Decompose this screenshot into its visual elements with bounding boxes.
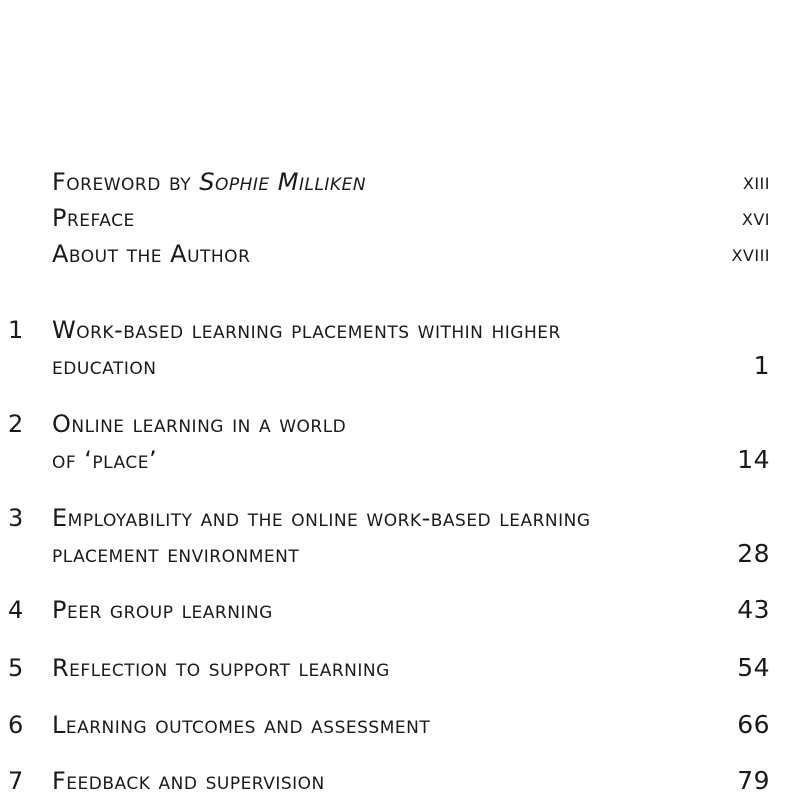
chapter-title-continued: education	[52, 352, 157, 380]
chapter-title: Work-based learning placements within higher	[52, 316, 561, 344]
toc-chapter-5	[0, 650, 800, 686]
toc-page-number: 14	[737, 445, 770, 474]
toc-entry-title	[52, 164, 366, 200]
toc-chapter-7	[0, 763, 800, 799]
toc-chapter-2-line1	[0, 406, 800, 442]
toc-chapter-1-line1	[0, 312, 800, 348]
chapter-title: Employability and the online work-based learning	[52, 504, 591, 532]
chapter-number: 5	[8, 654, 24, 682]
chapter-title: Reflection to support learning	[52, 654, 390, 682]
toc-page-number: 54	[737, 653, 770, 682]
foreword-author: Sophie Milliken	[199, 168, 367, 196]
chapter-title-continued: of ‘place’	[52, 446, 158, 474]
toc-entry-title: Preface	[52, 204, 135, 232]
toc-page-number: 1	[753, 351, 770, 380]
toc-page-number: 66	[737, 710, 770, 739]
toc-entry-foreword	[0, 164, 800, 200]
chapter-title: Learning outcomes and assessment	[52, 711, 431, 739]
chapter-number: 6	[8, 711, 24, 739]
toc-chapter-3-line1	[0, 500, 800, 536]
foreword-prefix: Foreword by	[52, 168, 200, 196]
chapter-number: 3	[8, 504, 24, 532]
toc-page-number: xvi	[741, 205, 770, 231]
toc-page-number: xviii	[731, 241, 770, 267]
toc-chapter-4	[0, 592, 800, 628]
toc-chapter-2-line2	[0, 442, 800, 478]
chapter-number: 4	[8, 596, 24, 624]
chapter-title-continued: placement environment	[52, 540, 300, 568]
chapter-number: 7	[8, 767, 24, 795]
chapter-title: Online learning in a world	[52, 410, 347, 438]
toc-page-number: xiii	[742, 169, 770, 195]
chapter-number: 1	[8, 316, 24, 344]
chapter-title: Peer group learning	[52, 596, 273, 624]
toc-entry-preface	[0, 200, 800, 236]
chapter-number: 2	[8, 410, 24, 438]
toc-entry-title: About the Author	[52, 240, 251, 268]
toc-page-number: 79	[737, 766, 770, 795]
toc-entry-about-author	[0, 236, 800, 272]
chapter-title: Feedback and supervision	[52, 767, 325, 795]
toc-page-number: 28	[737, 539, 770, 568]
toc-chapter-6	[0, 707, 800, 743]
toc-page-number: 43	[737, 595, 770, 624]
toc-chapter-3-line2	[0, 536, 800, 572]
toc-chapter-1-line2	[0, 348, 800, 384]
